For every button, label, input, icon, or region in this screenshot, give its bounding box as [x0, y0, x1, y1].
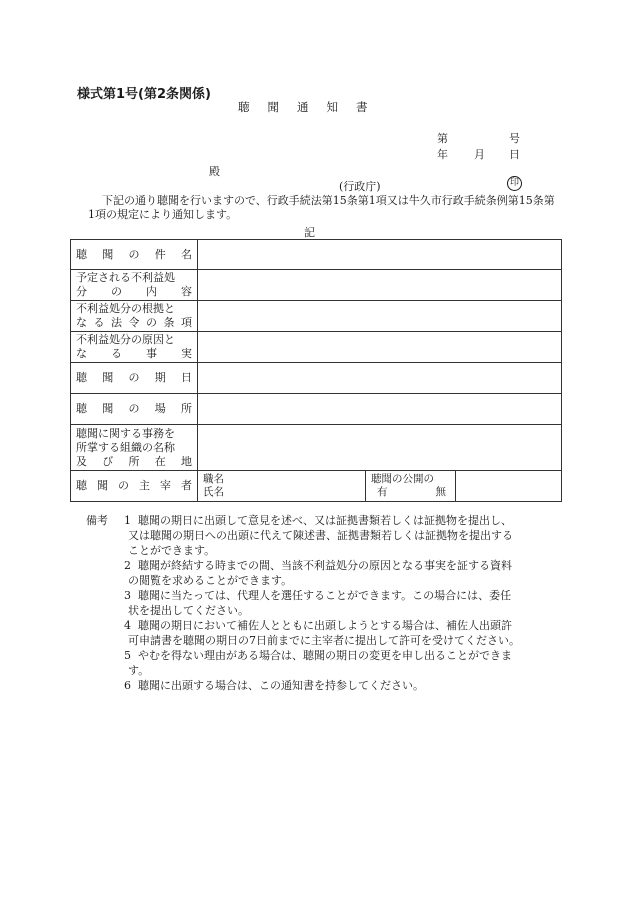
note-number: 3 — [124, 589, 131, 602]
row-value-cell[interactable] — [198, 363, 562, 394]
public-yes: 有 — [377, 486, 388, 498]
number-go: 号 — [509, 132, 520, 145]
date-month: 月 — [474, 148, 485, 161]
row-label-line: 聴 聞 の 件 名 — [76, 247, 192, 261]
row-label — [71, 425, 198, 471]
date-day: 日 — [509, 148, 520, 161]
note-line: 聴聞に出頭する場合は、この通知書を持参してください。 — [138, 679, 424, 692]
note-number: 4 — [124, 619, 131, 632]
row-label-line: 所掌する組織の名称 — [76, 440, 175, 454]
note-line: 又は聴聞の期日への出頭に代えて陳述書、証拠書類若しくは証拠物を提出する — [128, 529, 513, 542]
ki-heading: 記 — [304, 226, 315, 239]
document-number — [437, 130, 527, 144]
note-line: 聴聞が終結する時までの間、当該不利益処分の原因となる事実を証する資料 — [138, 559, 512, 572]
note-line: 聴聞の期日において補佐人とともに出頭しようとする場合は、補佐人出頭許 — [138, 619, 512, 632]
row-label-line: 予定される不利益処 — [76, 271, 175, 284]
note-line: やむを得ない理由がある場合は、聴聞の期日の変更を申し出ることができま — [138, 649, 512, 662]
row-label — [71, 301, 198, 332]
addressee-suffix: 殿 — [209, 165, 220, 178]
table-row — [71, 332, 562, 363]
note-line: す。 — [128, 664, 150, 677]
table-row — [71, 394, 562, 425]
row-label — [71, 332, 198, 363]
note-line: ことができます。 — [128, 544, 216, 557]
document-title: 聴聞通知書 — [238, 100, 386, 114]
notes-label: 備考 — [86, 514, 108, 527]
row-label-line: 聴 聞 の 期 日 — [76, 371, 192, 384]
public-label-line2 — [371, 486, 450, 499]
form-number: 様式第1号(第2条関係) — [77, 87, 211, 102]
agency-label: (行政庁) — [339, 180, 381, 193]
hearing-table — [70, 239, 562, 502]
table-row — [71, 240, 562, 270]
row-label-line: 分 の 内 容 — [76, 285, 192, 298]
row-value-cell[interactable] — [198, 270, 562, 301]
row-value-cell[interactable] — [198, 332, 562, 363]
note-number: 5 — [124, 649, 131, 662]
note-line: 可申請書を聴聞の期日の7日前までに主宰者に提出して許可を受けてください。 — [128, 634, 520, 647]
number-dai: 第 — [437, 132, 448, 145]
presider-row — [71, 471, 562, 502]
seal-mark: 印 — [507, 176, 522, 191]
table-row — [71, 270, 562, 301]
date-year: 年 — [437, 148, 448, 161]
row-value-cell[interactable] — [198, 301, 562, 332]
public-label-line1: 聴聞の公開の — [371, 473, 434, 485]
row-label-line: 不利益処分の原因と — [76, 333, 175, 346]
note-line: の閲覧を求めることができます。 — [128, 574, 293, 587]
table-row — [71, 425, 562, 471]
note-number: 1 — [124, 514, 131, 527]
row-label-line: な る 法 令 の 条 項 — [76, 316, 192, 329]
table-row — [71, 301, 562, 332]
presider-label — [71, 471, 198, 502]
note-line: 聴聞の期日に出頭して意見を述べ、又は証拠書類若しくは証拠物を提出し、 — [138, 514, 512, 527]
public-no: 無 — [435, 486, 446, 498]
row-label — [71, 394, 198, 425]
row-label — [71, 240, 198, 270]
table-row — [71, 363, 562, 394]
row-value-cell[interactable] — [198, 394, 562, 425]
public-value-cell[interactable] — [456, 471, 562, 502]
intro-text: 下記の通り聴聞を行いますので、行政手続法第15条第1項又は牛久市行政手続条例第15条第1項の規定により通知します。 — [88, 194, 555, 221]
note-line: 聴聞に当たっては、代理人を選任することができます。この場合には、委任 — [138, 589, 512, 602]
row-label — [71, 270, 198, 301]
row-label-line: 聴 聞 の 場 所 — [76, 402, 192, 415]
presider-name-cell[interactable] — [198, 471, 366, 502]
document-date — [437, 146, 527, 160]
row-label-line: 聴聞に関する事務を — [76, 426, 175, 440]
presider-label-text: 聴 聞 の 主 宰 者 — [76, 479, 192, 492]
shimei-label: 氏名 — [203, 486, 224, 498]
public-label — [366, 471, 456, 502]
note-number: 2 — [124, 559, 131, 572]
row-value-cell[interactable] — [198, 425, 562, 471]
note-line: 状を提出してください。 — [128, 604, 249, 617]
row-label-line: 不利益処分の根拠と — [76, 302, 175, 315]
row-value-cell[interactable] — [198, 240, 562, 270]
shoku-label: 職名 — [203, 473, 224, 485]
row-label-line: な る 事 実 — [76, 347, 192, 360]
note-number: 6 — [124, 679, 131, 692]
row-label-line: 及 び 所 在 地 — [76, 454, 192, 468]
row-label — [71, 363, 198, 394]
